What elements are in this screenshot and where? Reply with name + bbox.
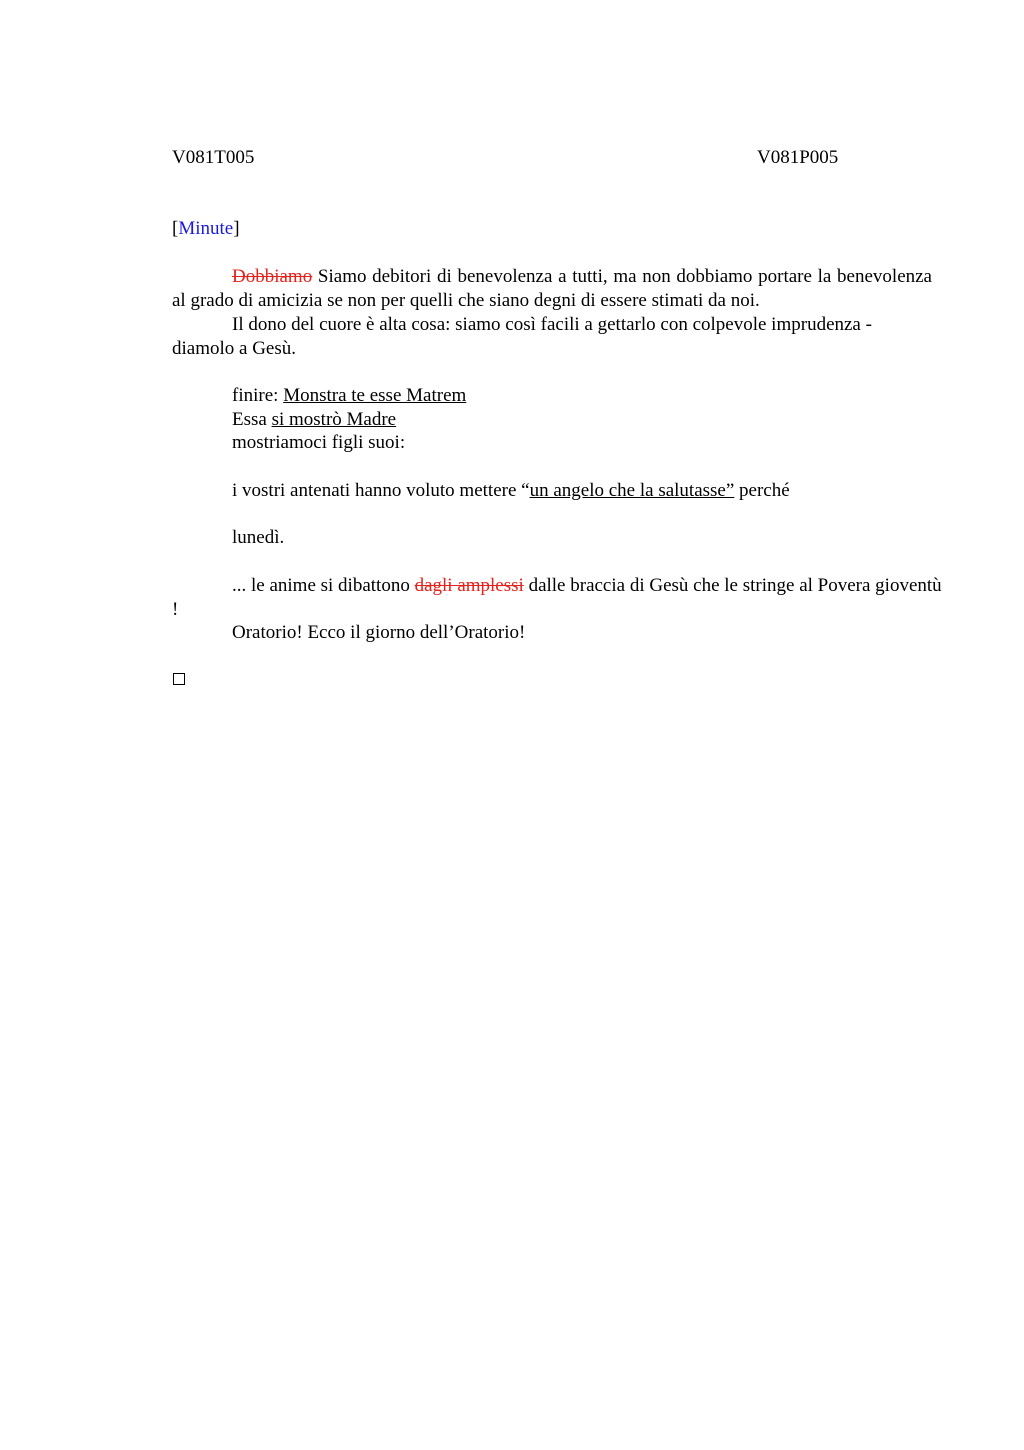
section-label: Minute (178, 218, 234, 239)
underlined-text: si mostrò Madre (271, 409, 397, 430)
paragraph-text: Siamo debitori di benevolenza a tutti, ma non dobbiamo portare la benevolenza al grado di amicizia se non per quelli che siano degni di essere stimati da noi. (172, 266, 932, 311)
document-code-right: V081P005 (757, 147, 839, 168)
paragraph-anime (172, 574, 942, 622)
line-oratorio: Oratorio! Ecco il giorno dell’Oratorio! (232, 622, 526, 643)
line-finire (232, 384, 466, 408)
line-prefix: Essa (232, 409, 272, 430)
paragraph-dono-del-cuore: Il dono del cuore è alta cosa: siamo così facili a gettarlo con colpevole imprudenza - diamolo a Gesù. (172, 314, 872, 359)
line-lunedi: lunedì. (232, 527, 285, 548)
line-antenati (232, 479, 790, 503)
deleted-text: dagli amplessi (414, 575, 524, 596)
line-suffix: perché (734, 480, 790, 501)
document-code-left: V081T005 (172, 147, 255, 168)
underlined-text: Monstra te esse Matrem (283, 385, 467, 406)
paragraph-prefix: ... le anime si dibattono (232, 575, 415, 596)
section-heading (172, 217, 240, 241)
deleted-text: Dobbiamo (232, 266, 313, 287)
section-open-bracket: [ (172, 218, 179, 239)
empty-square-icon (173, 673, 185, 685)
paragraph-suffix: dalle braccia di Gesù che le stringe al Povera gioventù ! (172, 575, 942, 620)
underlined-text: un angelo che la salutasse” (529, 480, 735, 501)
line-essa (232, 408, 396, 432)
line-prefix: finire: (232, 385, 284, 406)
paragraph-benevolenza (172, 265, 932, 313)
line-prefix: i vostri antenati hanno voluto mettere “ (232, 480, 530, 501)
line-mostriamoci: mostriamoci figli suoi: (232, 432, 406, 453)
section-close-bracket: ] (233, 218, 240, 239)
